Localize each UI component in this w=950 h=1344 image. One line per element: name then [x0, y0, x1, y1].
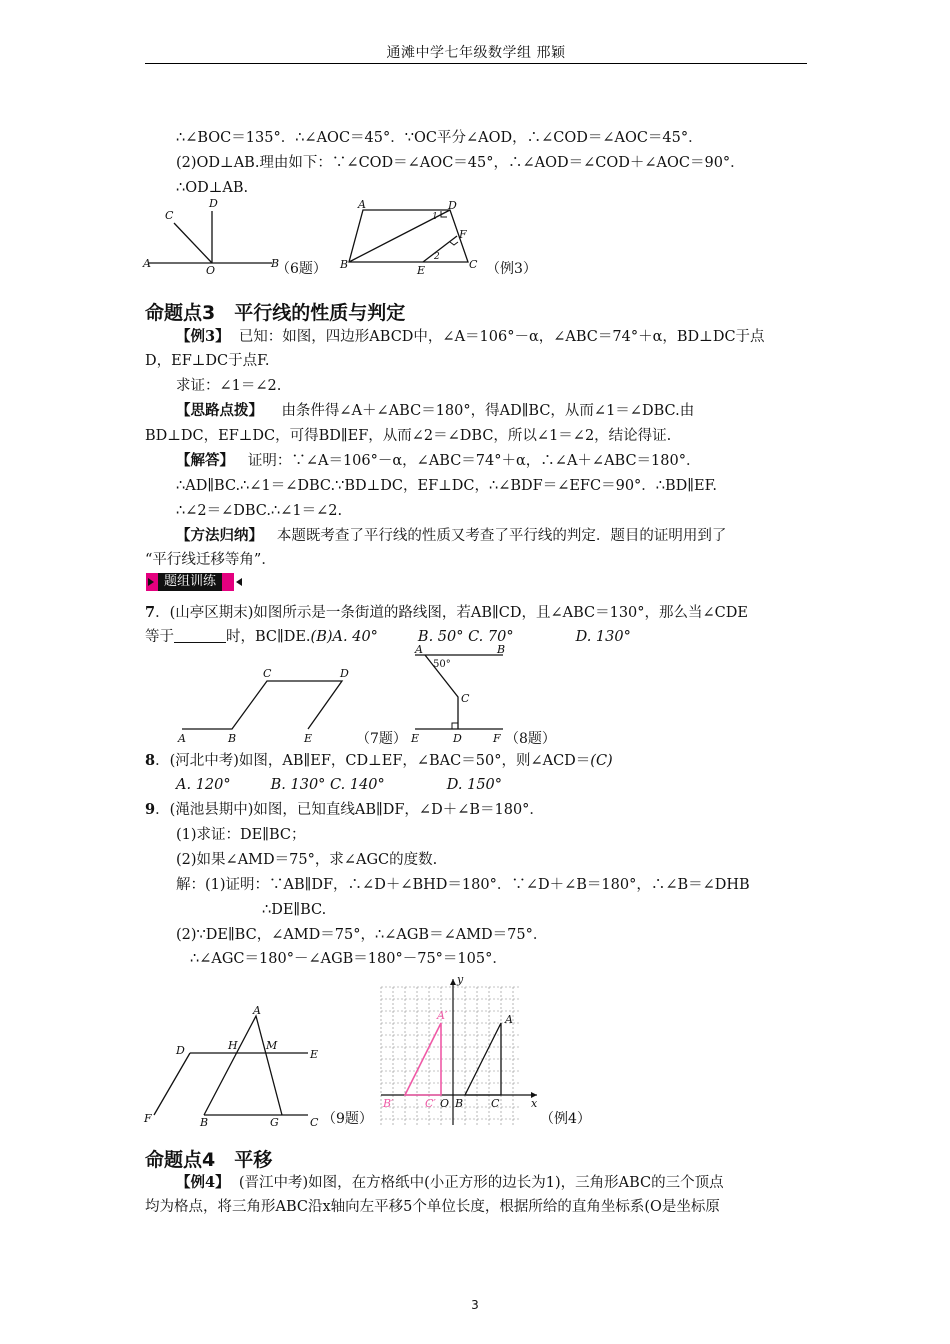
- fig-label: A: [358, 198, 366, 211]
- fig-label: B: [455, 1097, 464, 1110]
- fig-label: E: [417, 264, 426, 277]
- fig-label: E: [304, 732, 313, 745]
- fig-label: D: [176, 1044, 185, 1057]
- fig-label: E: [411, 732, 420, 745]
- page-number: 3: [471, 1298, 479, 1312]
- figure-q9: [140, 1002, 325, 1127]
- text-line: [176, 1173, 724, 1193]
- fig-label: M: [266, 1039, 278, 1052]
- option: B. 130°: [270, 777, 326, 793]
- fig-label: A: [253, 1004, 261, 1017]
- hint-text: 由条件得∠A＋∠ABC＝180°，得AD∥BC，从而∠1＝∠DBC.由: [281, 403, 695, 419]
- question-9: [145, 800, 544, 820]
- fig-label: y: [457, 975, 464, 986]
- text-line: [176, 451, 701, 471]
- text-line: [145, 627, 631, 647]
- example-text: (晋江中考)如图，在方格纸中(小正方形的边长为1)，三角形ABC的三个顶点: [238, 1175, 724, 1191]
- fig-label: C: [165, 209, 174, 222]
- fig-label: D: [453, 732, 462, 745]
- solution-label: 【解答】: [176, 452, 234, 469]
- question-text: ．(山亭区期末)如图所示是一条街道的路线图，若AB∥CD，且∠ABC＝130°，那么当∠CDE: [155, 605, 748, 621]
- fig-label: A: [143, 257, 151, 270]
- question-text: ．(渑池县期中)如图，已知直线AB∥DF，∠D＋∠B＝180°．: [155, 802, 544, 818]
- text-line: 求证：∠1＝∠2.: [176, 378, 282, 394]
- fig-label: O: [206, 264, 216, 277]
- example-label: 【例3】: [176, 328, 230, 345]
- question-number: 8: [145, 752, 156, 769]
- fig-label: E: [310, 1048, 319, 1061]
- fig-label: C: [469, 258, 478, 271]
- text-line: 均为格点，将三角形ABC沿x轴向左平移5个单位长度，根据所给的直角坐标系(O是坐标原: [145, 1199, 720, 1215]
- figure-q7: [170, 665, 360, 745]
- text-line: ∴∠BOC＝135°．∴∠AOC＝45°．∵OC平分∠AOD，∴∠COD＝∠AOC＝45°．: [176, 130, 703, 146]
- fig-label: D: [209, 197, 218, 210]
- figure-q6: [140, 193, 280, 278]
- option: D. 130°: [575, 629, 631, 645]
- fig-label: A′: [437, 1009, 448, 1022]
- fig-label: C′: [425, 1097, 436, 1110]
- question-text: ．(河北中考)如图，AB∥EF，CD⊥EF，∠BAC＝50°，则∠ACD＝: [155, 753, 591, 769]
- text-line: (2)∵DE∥BC，∠AMD＝75°，∴∠AGB＝∠AMD＝75°．: [176, 927, 548, 943]
- fig-label: O: [440, 1097, 450, 1110]
- fig-label: 2: [434, 252, 440, 262]
- fig-label: H: [228, 1039, 238, 1052]
- text-line: (1)求证：DE∥BC；: [176, 827, 306, 843]
- text-line: ∴OD⊥AB.: [176, 180, 249, 196]
- fig-label: C: [263, 667, 272, 680]
- option: A. 40°: [332, 629, 378, 645]
- text-line: (2)如果∠AMD＝75°，求∠AGC的度数.: [176, 852, 438, 868]
- example-text: 已知：如图，四边形ABCD中，∠A＝106°－α，∠ABC＝74°＋α，BD⊥DC于点: [238, 329, 765, 345]
- question-text: 等于: [145, 629, 174, 645]
- fig-label: C: [491, 1097, 500, 1110]
- text-line: BD⊥DC，EF⊥DC，可得BD∥EF，从而∠2＝∠DBC，所以∠1＝∠2，结论得证.: [145, 428, 672, 444]
- caption-q6: （6题）: [276, 261, 327, 277]
- text-line: [176, 327, 765, 347]
- text-line: [176, 526, 726, 546]
- blank: [174, 628, 226, 643]
- example-label: 【例4】: [176, 1174, 230, 1191]
- option: B. 50°: [417, 629, 464, 645]
- training-tag: 题组训练: [146, 573, 234, 591]
- fig-label: D: [448, 199, 457, 212]
- caption-q8: （8题）: [505, 731, 556, 747]
- option: C. 70°: [468, 629, 514, 645]
- fig-label: A: [505, 1013, 513, 1026]
- fig-label: B: [271, 257, 280, 270]
- caption-q9: （9题）: [322, 1111, 373, 1127]
- figure-q8: [405, 643, 515, 745]
- fig-label: B: [228, 732, 237, 745]
- text-line: (2)OD⊥AB.理由如下：∵∠COD＝∠AOC＝45°，∴∠AOD＝∠COD＋∠AOC＝90°．: [176, 155, 745, 171]
- fig-label: F: [144, 1112, 152, 1125]
- options-line: [176, 775, 502, 795]
- question-number: 9: [145, 801, 156, 818]
- fig-label: 1: [432, 212, 438, 222]
- caption-q7: （7题）: [356, 731, 407, 747]
- text-line: ∴AD∥BC.∴∠1＝∠DBC.∵BD⊥DC，EF⊥DC，∴∠BDF＝∠EFC＝90°．∴BD∥EF.: [176, 478, 717, 494]
- fig-label: B: [200, 1116, 209, 1127]
- option: C. 140°: [330, 777, 385, 793]
- hint-label: 【思路点拨】: [176, 402, 263, 419]
- answer: (B): [310, 629, 333, 645]
- fig-label: G: [270, 1116, 279, 1127]
- figure-ex3: [335, 198, 485, 278]
- method-text: 本题既考查了平行线的性质又考查了平行线的判定．题目的证明用到了: [276, 528, 727, 544]
- fig-label: x: [531, 1097, 538, 1110]
- solution-text: 证明：∵∠A＝106°－α，∠ABC＝74°＋α，∴∠A＋∠ABC＝180°．: [247, 453, 701, 469]
- figure-ex4: [375, 975, 545, 1130]
- fig-label: C: [461, 692, 470, 705]
- question-text: 时，BC∥DE.: [226, 629, 311, 645]
- option: A. 120°: [176, 777, 231, 793]
- method-label: 【方法归纳】: [176, 527, 263, 544]
- fig-label: A: [415, 643, 423, 656]
- fig-label: A: [178, 732, 186, 745]
- text-line: ∴∠AGC＝180°－∠AGB＝180°－75°＝105°．: [190, 951, 507, 967]
- fig-label: 50°: [433, 659, 451, 670]
- answer: (C): [590, 753, 613, 769]
- fig-label: F: [493, 732, 501, 745]
- fig-label: D: [340, 667, 349, 680]
- caption-ex4: （例4）: [540, 1111, 591, 1127]
- fig-label: B′: [383, 1097, 394, 1110]
- fig-label: F: [459, 228, 467, 241]
- text-line: 解：(1)证明：∵AB∥DF，∴∠D＋∠BHD＝180°．∵∠D＋∠B＝180°，∴∠B＝∠DHB: [176, 877, 750, 893]
- tag-arrow-left: [148, 578, 154, 586]
- section-title-4: 命题点4 平移: [145, 1149, 273, 1171]
- text-line: ∴DE∥BC.: [262, 902, 327, 918]
- question-7: [145, 603, 748, 623]
- option: D. 150°: [446, 777, 503, 793]
- header-rule: [145, 63, 807, 64]
- fig-label: C: [310, 1116, 319, 1127]
- section-title-3: 命题点3 平行线的性质与判定: [145, 302, 406, 324]
- fig-label: B: [497, 643, 506, 656]
- question-8: [145, 751, 613, 771]
- page-header: 通滩中学七年级数学组 邢颖: [386, 45, 566, 61]
- text-line: “平行线迁移等角”．: [145, 552, 276, 568]
- text-line: D，EF⊥DC于点F.: [145, 353, 270, 369]
- tag-arrow-right: [236, 578, 242, 586]
- text-line: ∴∠2＝∠DBC.∴∠1＝∠2.: [176, 503, 343, 519]
- caption-ex3: （例3）: [486, 261, 537, 277]
- text-line: [176, 401, 694, 421]
- fig-label: B: [340, 258, 349, 271]
- question-number: 7: [145, 604, 156, 621]
